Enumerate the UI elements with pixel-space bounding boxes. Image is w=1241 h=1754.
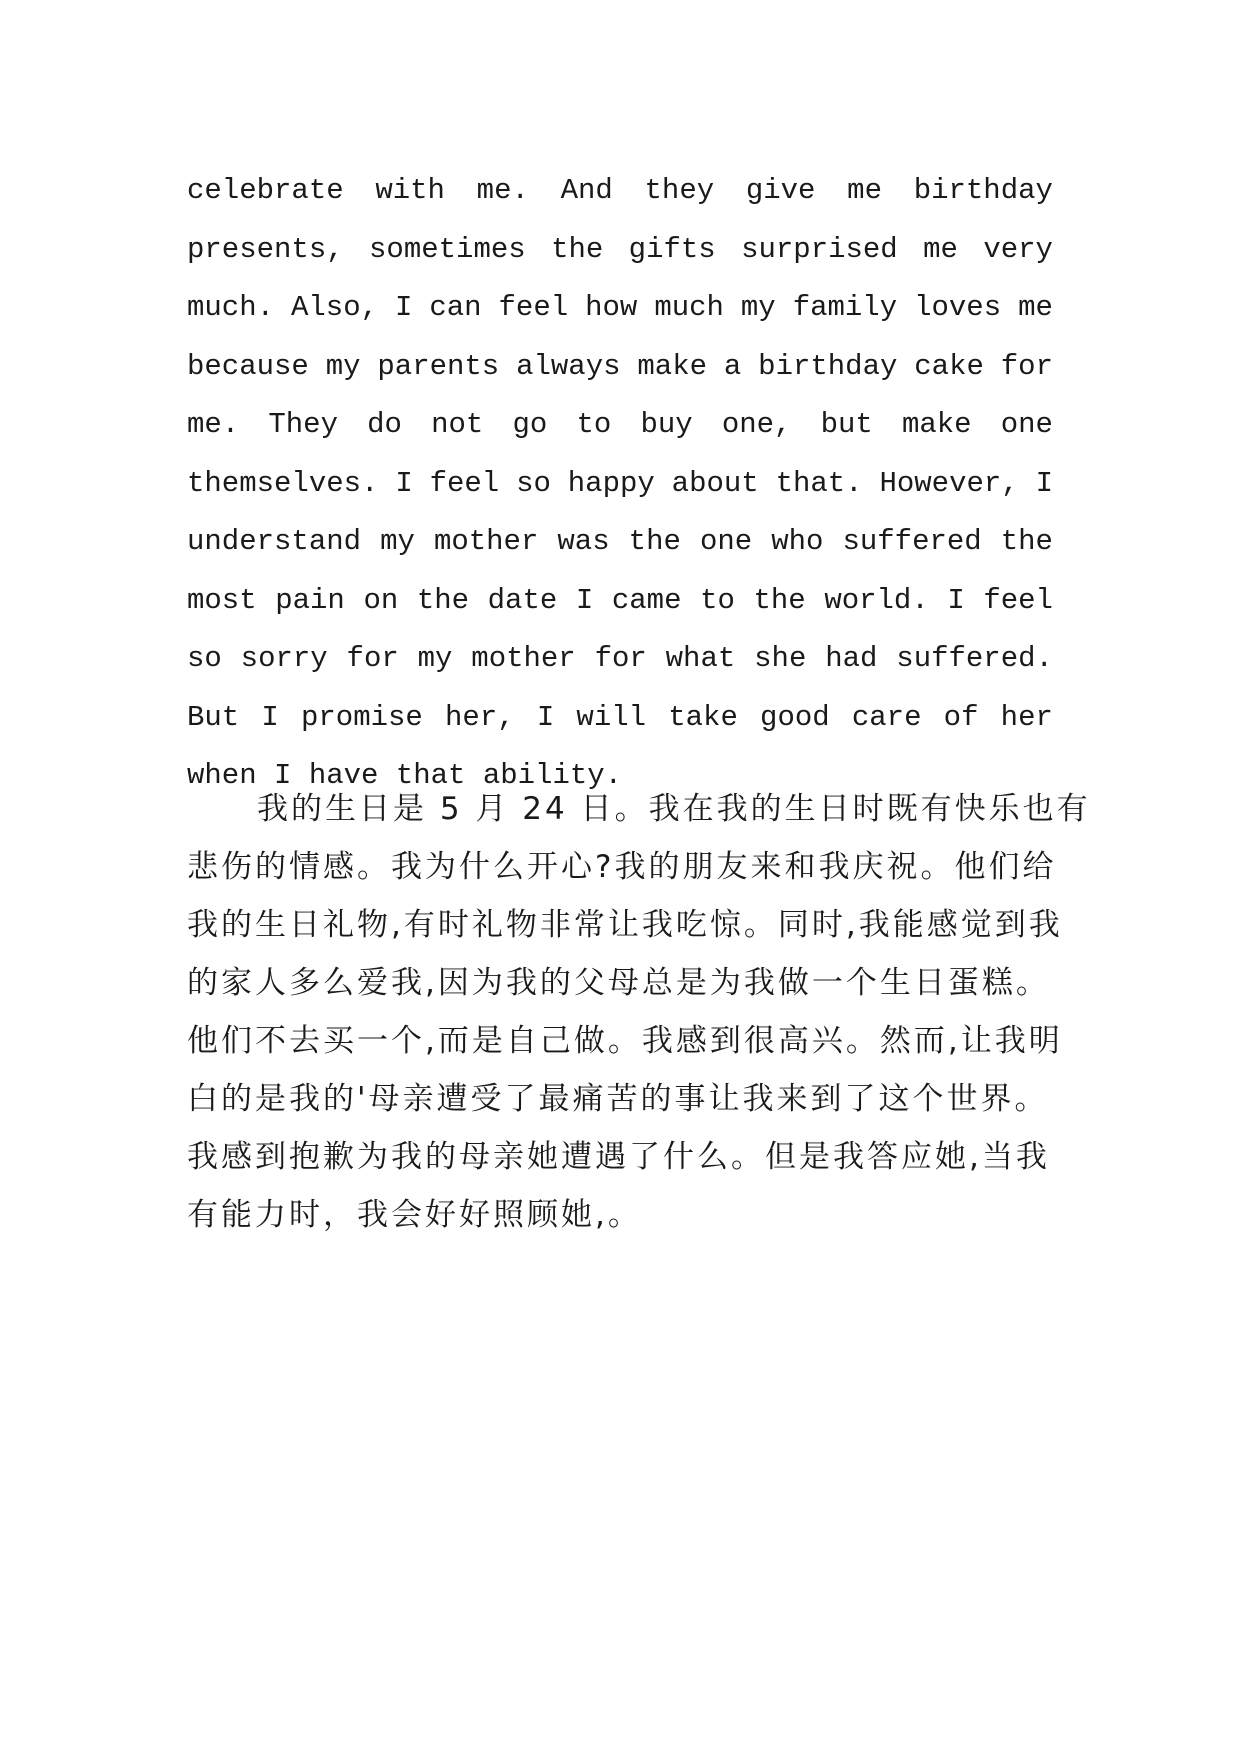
word: I (261, 700, 279, 734)
word: on (363, 583, 399, 617)
word: one, (721, 408, 792, 441)
word: with (375, 174, 445, 207)
word: of (943, 700, 979, 734)
word: sometimes (369, 232, 526, 266)
word: her (1000, 700, 1053, 734)
word: how (585, 291, 638, 324)
word: so (516, 466, 551, 500)
en-line-7 (187, 513, 1053, 572)
zh-line-4: 的家人多么爱我,因为我的父母总是为我做一个生日蛋糕。 (187, 965, 1050, 1001)
word: they (644, 174, 715, 207)
word: because (187, 349, 309, 383)
word: about (671, 466, 759, 500)
word: understand (187, 525, 362, 558)
word: take (668, 700, 738, 734)
zh-line-7: 我感到抱歉为我的母亲她遭遇了什么。但是我答应她,当我 (187, 1139, 1050, 1175)
zh-line-6: 白的是我的'母亲遭受了最痛苦的事让我来到了这个世界。 (187, 1081, 1049, 1117)
word: the (416, 583, 470, 617)
word: I (394, 291, 413, 324)
word: not (431, 408, 484, 441)
word: make (637, 349, 708, 383)
word: much (654, 291, 724, 324)
word: suffered (842, 525, 982, 558)
word: They (268, 408, 338, 441)
zh-line-8: 有能力时，我会好好照顾她,。 (187, 1197, 642, 1233)
word: themselves. (187, 466, 379, 500)
word: But (187, 700, 240, 734)
word: can (429, 291, 482, 324)
word: do (367, 408, 402, 441)
word: for (594, 642, 647, 675)
word: birthday (758, 349, 898, 383)
zh-line-1: 我的生日是 5 月 24 日。我在我的生日时既有快乐也有 (257, 791, 1091, 827)
word: pain (275, 583, 345, 617)
en-line-5 (187, 396, 1053, 455)
word: always (516, 349, 621, 383)
word: most (187, 583, 257, 617)
word: cake (914, 349, 984, 383)
word: sorry (240, 642, 328, 675)
en-line-2 (187, 221, 1053, 280)
word: loves (914, 291, 1002, 324)
word: good (760, 700, 830, 734)
word: the (551, 232, 604, 266)
word: the (628, 525, 681, 558)
word: happy (567, 466, 655, 500)
word: promise (301, 700, 423, 734)
word: that. (775, 466, 863, 500)
word: go (512, 408, 548, 441)
word: make (901, 408, 972, 441)
en-line-9 (187, 630, 1053, 689)
english-paragraph (187, 162, 1053, 806)
word: suffered. (896, 642, 1053, 675)
word: care (851, 700, 922, 734)
word: a (723, 349, 742, 383)
en-line-1 (187, 162, 1053, 221)
word: birthday (913, 174, 1053, 207)
word: However, (879, 466, 1019, 500)
word: give (745, 174, 816, 207)
word: I (395, 466, 413, 500)
word: my (380, 525, 415, 558)
word: me (923, 232, 958, 266)
en-line-10 (187, 689, 1053, 748)
word: she (754, 642, 807, 675)
word: Also, (290, 291, 378, 324)
word: came (611, 583, 682, 617)
word: the (753, 583, 806, 617)
word: but (820, 408, 873, 441)
word: was (557, 525, 610, 558)
word: one (1000, 408, 1053, 441)
word: had (825, 642, 878, 675)
word: my (325, 349, 361, 383)
word: for (346, 642, 399, 675)
word: to (700, 583, 735, 617)
en-line-3 (187, 279, 1053, 338)
word: who (771, 525, 824, 558)
en-line-4 (187, 338, 1053, 397)
word: gifts (628, 232, 716, 266)
en-line-11: when I have that ability. (187, 759, 623, 792)
word: I (536, 700, 555, 734)
word: feel (498, 291, 569, 324)
word: the (1000, 525, 1053, 558)
word: I (575, 583, 594, 617)
word: buy (640, 408, 693, 441)
word: me. (476, 174, 529, 207)
word: date (487, 583, 558, 617)
word: will (576, 700, 647, 734)
word: to (576, 408, 612, 441)
word: my (417, 642, 453, 675)
word: family (792, 291, 898, 324)
word: so (187, 642, 222, 675)
chinese-paragraph (187, 780, 1091, 1244)
word: my (740, 291, 776, 324)
word: world. (824, 583, 929, 617)
word: feel (429, 466, 500, 500)
word: I (1035, 466, 1053, 500)
word: presents, (187, 232, 344, 266)
word: one (699, 525, 753, 558)
word: celebrate (187, 174, 344, 207)
word: parents (377, 349, 500, 383)
word: her, (445, 700, 515, 734)
zh-line-2: 悲伤的情感。我为什么开心?我的朋友来和我庆祝。他们给 (187, 849, 1057, 885)
word: me (847, 174, 882, 207)
word: what (665, 642, 736, 675)
word: me. (187, 408, 240, 441)
en-line-6 (187, 455, 1053, 514)
word: mother (433, 525, 539, 558)
word: And (560, 174, 613, 207)
word: me (1018, 291, 1053, 324)
word: for (1000, 349, 1053, 383)
word: mother (471, 642, 576, 675)
zh-line-5: 他们不去买一个,而是自己做。我感到很高兴。然而,让我明 (187, 1023, 1063, 1059)
word: I (947, 583, 965, 617)
zh-line-3: 我的生日礼物,有时礼物非常让我吃惊。同时,我能感觉到我 (187, 907, 1063, 943)
word: much. (187, 291, 275, 324)
word: very (983, 232, 1053, 266)
word: surprised (741, 232, 898, 266)
word: feel (983, 583, 1053, 617)
en-line-8 (187, 572, 1053, 631)
